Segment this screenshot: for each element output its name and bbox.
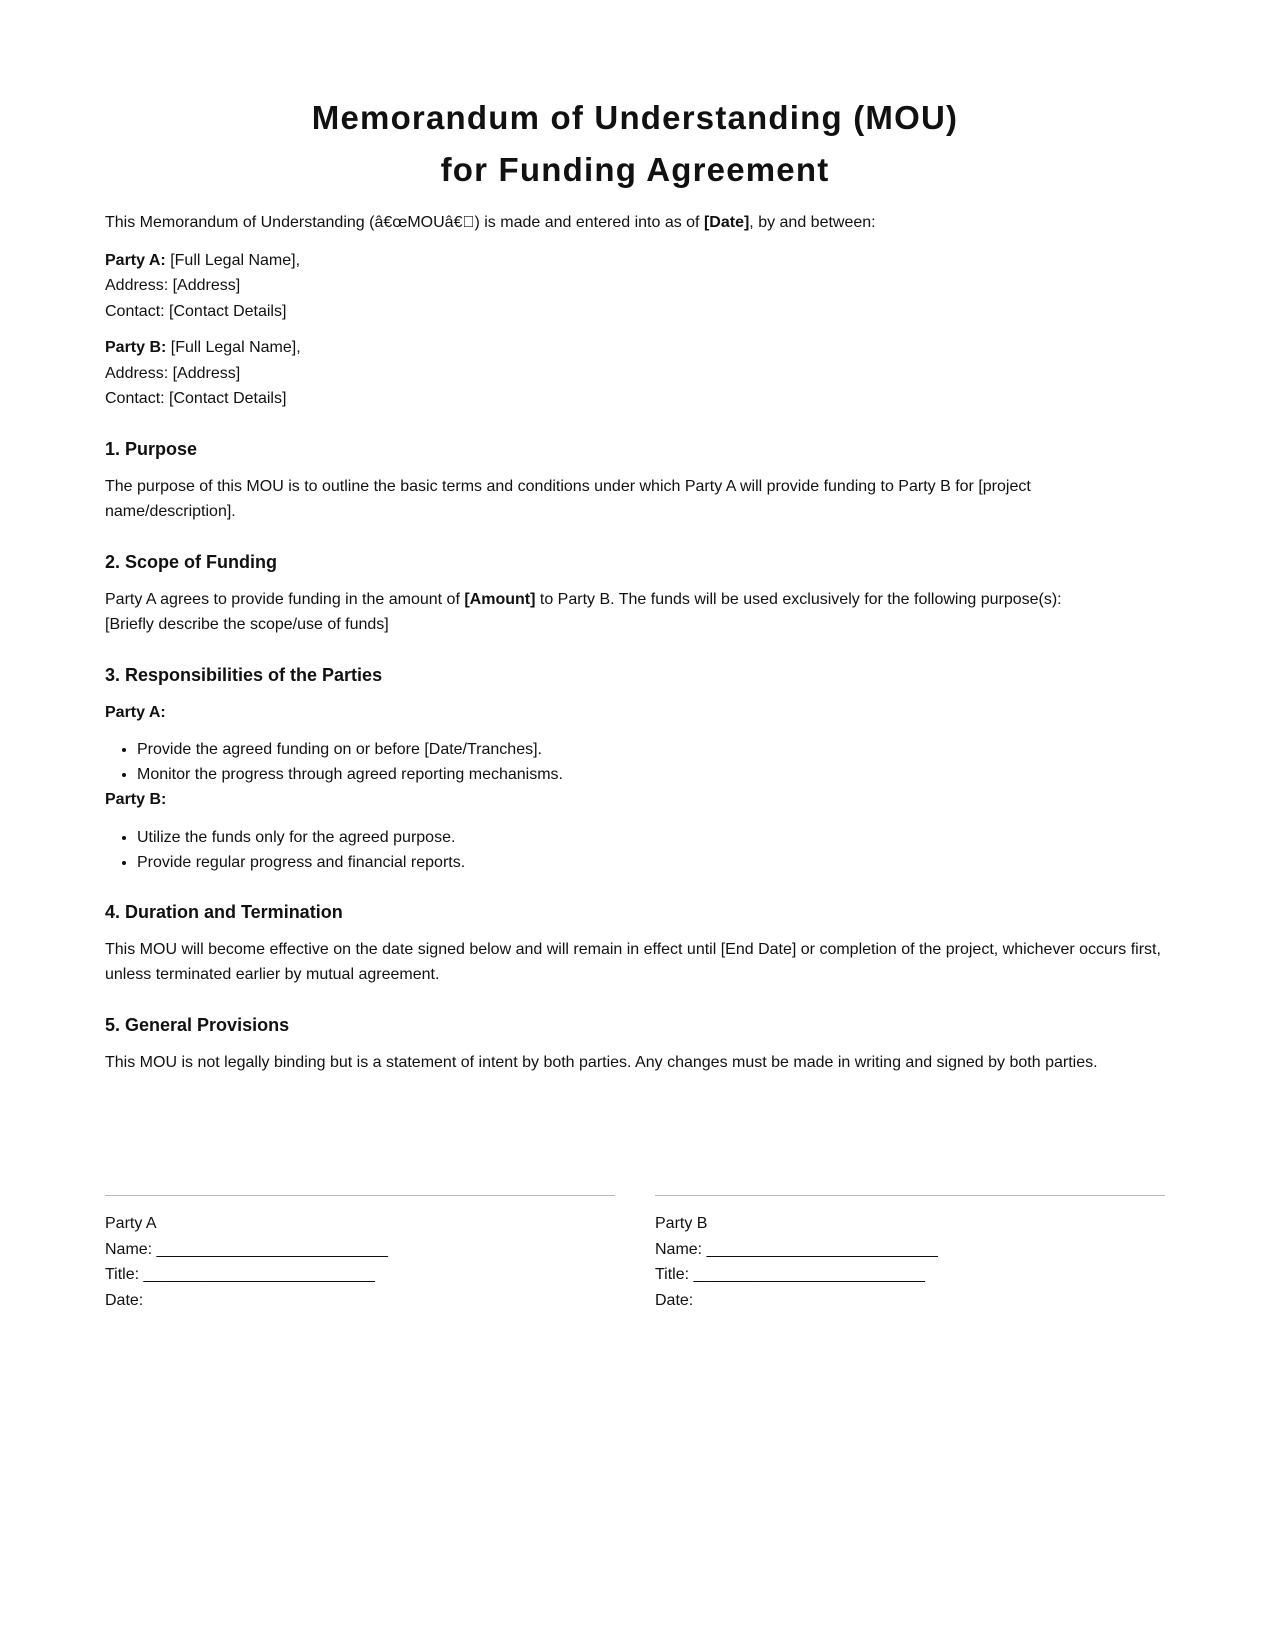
signature-party-a-title: Title: __________________________: [105, 1266, 375, 1283]
scope-heading: 2. Scope of Funding: [105, 551, 277, 572]
list-item: • Monitor the progress through agreed reporting mechanisms.: [137, 762, 1165, 787]
party-a-block: [105, 248, 1165, 325]
party-b-responsibilities-list: [105, 825, 1165, 875]
signature-party-b-name: Name: __________________________: [655, 1240, 938, 1258]
scope-amount: [Amount]: [464, 590, 536, 608]
signature-party-a-label: Party A: [105, 1215, 157, 1232]
intro-text-before: This Memorandum of Understanding (â€œMOUâ€ ) is made and entered into as of: [105, 214, 704, 231]
party-b-name: [Full Legal Name],: [166, 339, 301, 356]
purpose-text: The purpose of this MOU is to outline the basic terms and conditions under which Party A will provide funding to Party B for [project name/description].: [105, 477, 1031, 520]
party-b-block: [105, 335, 1165, 412]
party-a-name: [Full Legal Name],: [165, 251, 301, 269]
party-a-label: Party A:: [105, 251, 166, 269]
general-provisions-text: This MOU is not legally binding but is a statement of intent by both parties. Any changes must be made in writing and signed by both parties.: [105, 1053, 1098, 1071]
scope-text: [105, 587, 1165, 638]
duration-text: This MOU will become effective on the date signed below and will remain in effect until [End Date] or completion of the project, whichever occurs first, unless terminated earlier by mutual agreement.: [105, 940, 1161, 983]
party-a-contact: Contact: [Contact Details]: [105, 302, 287, 320]
title-line-2: for Funding Agreement: [440, 151, 830, 188]
party-b-responsibilities-label: Party B:: [105, 791, 167, 808]
scope-text-line-2: [Briefly describe the scope/use of funds]: [105, 616, 389, 633]
document-title: [105, 92, 1165, 196]
intro-paragraph: [105, 210, 1165, 236]
list-item: • Provide regular progress and financial reports.: [137, 850, 1165, 875]
party-a-responsibilities-list: [105, 737, 1165, 787]
signature-party-b-title: Title: __________________________: [655, 1266, 925, 1283]
party-b-label: Party B:: [105, 339, 167, 356]
scope-text-after: to Party B. The funds will be used exclusively for the following purpose(s):: [535, 590, 1062, 608]
party-b-name-line: [105, 335, 1165, 361]
signature-party-b-date: Date:: [655, 1291, 694, 1309]
party-a-address: Address: [Address]: [105, 277, 241, 294]
duration-heading: 4. Duration and Termination: [105, 901, 343, 922]
general-provisions-heading: 5. General Provisions: [105, 1014, 290, 1035]
intro-text-after: , by and between:: [749, 214, 876, 231]
scope-text-before: Party A agrees to provide funding in the amount of: [105, 590, 465, 608]
signature-block-party-b: [655, 1195, 1165, 1313]
signature-section: [105, 1195, 1165, 1313]
title-line-1: Memorandum of Understanding (MOU): [311, 99, 959, 136]
list-item: • Utilize the funds only for the agreed purpose.: [137, 825, 1165, 850]
document-body: [105, 210, 1165, 1075]
party-b-contact: Contact: [Contact Details]: [105, 390, 287, 407]
party-a-responsibilities-label: Party A:: [105, 703, 166, 721]
signature-block-party-a: [105, 1195, 615, 1313]
party-b-address: Address: [Address]: [105, 364, 241, 382]
signature-party-b-label: Party B: [655, 1215, 708, 1232]
signature-party-a-date: Date:: [105, 1291, 144, 1309]
signature-party-a-name: Name: __________________________: [105, 1240, 388, 1258]
responsibilities-heading: 3. Responsibilities of the Parties: [105, 664, 383, 685]
party-a-name-line: [105, 248, 1165, 274]
list-item: • Provide the agreed funding on or before [Date/Tranches].: [137, 737, 1165, 762]
purpose-heading: 1. Purpose: [105, 438, 198, 459]
intro-date: [Date]: [703, 214, 750, 231]
